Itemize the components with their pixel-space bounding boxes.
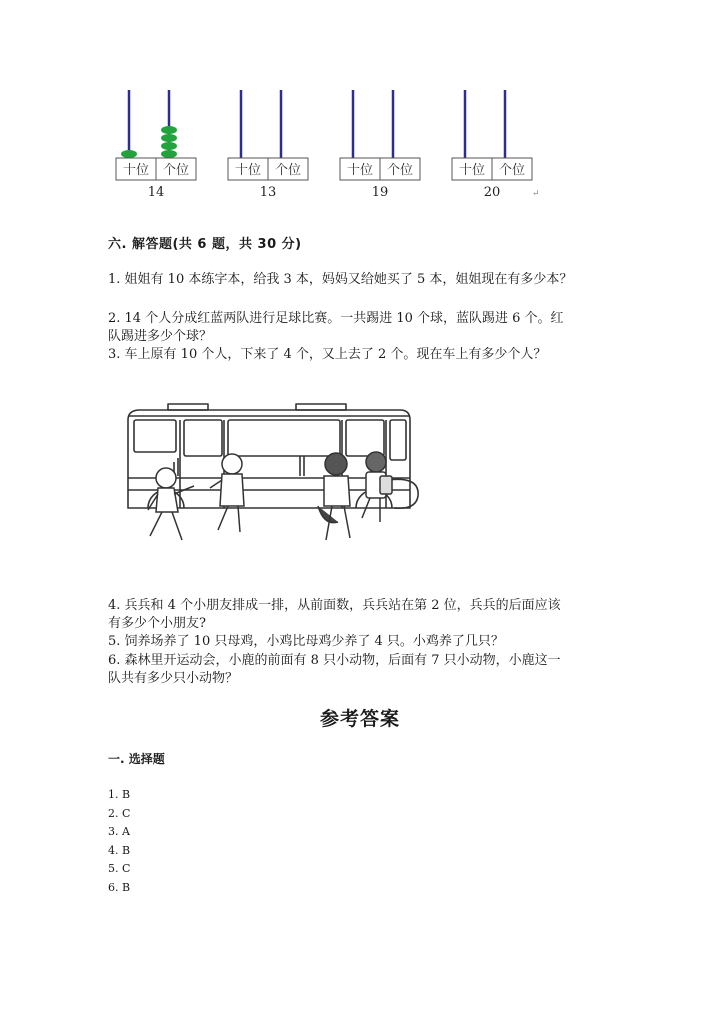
ones-bead	[161, 150, 177, 158]
question-6-line-1: 6. 森林里开运动会，小鹿的前面有 8 只小动物，后面有 7 只小动物，小鹿这一	[108, 653, 561, 668]
bus-roof-light-left	[168, 404, 208, 410]
tens-label: 十位	[346, 163, 374, 178]
answer-section-1-title: 一. 选择题	[108, 752, 165, 766]
return-mark: ↵	[532, 189, 540, 199]
question-4-line-2: 有多少个小朋友?	[108, 616, 206, 631]
ones-label: 个位	[498, 163, 526, 178]
ones-label: 个位	[274, 163, 302, 178]
answer-key-title: 参考答案	[319, 708, 400, 730]
answer-list	[108, 786, 130, 898]
tens-label: 十位	[122, 163, 150, 178]
question-1: 1. 姐姐有 10 本练字本，给我 3 本，妈妈又给她买了 5 本，姐姐现在有多少本？	[108, 272, 573, 287]
tens-bead	[121, 150, 137, 158]
bus-illustration	[118, 390, 428, 560]
answer-item: 2. C	[108, 806, 131, 820]
question-2-line-1: 2. 14 个人分成红蓝两队进行足球比赛。一共踢进 10 个球，蓝队踢进 6 个。红	[108, 311, 564, 326]
tens-label: 十位	[234, 163, 262, 178]
ones-bead	[161, 126, 177, 134]
answer-item: 5. C	[108, 862, 131, 876]
ones-label: 个位	[162, 163, 190, 178]
abacus-number: 13	[259, 185, 277, 200]
ones-bead	[161, 134, 177, 142]
child-3	[318, 453, 350, 540]
abacus-number: 14	[147, 185, 165, 200]
ones-bead	[161, 142, 177, 150]
question-5: 5. 饲养场养了 10 只母鸡，小鸡比母鸡少养了 4 只。小鸡养了几只？	[108, 634, 504, 649]
question-6-line-2: 队共有多少只小动物？	[108, 671, 239, 686]
question-4-line-1: 4. 兵兵和 4 个小朋友排成一排，从前面数，兵兵站在第 2 位，兵兵的后面应该	[108, 598, 561, 613]
answer-item: 4. B	[108, 843, 131, 857]
abacus-number: 19	[371, 185, 389, 200]
bus-roof-light-right	[296, 404, 346, 410]
child-2	[210, 454, 244, 532]
abacus-number: 20	[483, 185, 501, 200]
abacus-figure	[108, 84, 548, 204]
bus-window	[390, 420, 406, 460]
bus-window	[184, 420, 222, 456]
answer-item: 3. A	[108, 825, 130, 839]
question-2-line-2: 队踢进多少个球？	[108, 329, 213, 344]
bus-window	[134, 420, 176, 452]
answer-item: 6. B	[108, 880, 131, 894]
bus-window	[346, 420, 384, 456]
ones-label: 个位	[386, 163, 414, 178]
abacus	[116, 90, 196, 200]
section-6-title: 六. 解答题(共 6 题，共 30 分)	[108, 237, 302, 252]
answer-item: 1. B	[108, 788, 131, 801]
abacus	[228, 90, 308, 200]
abacus	[452, 90, 532, 200]
question-3: 3. 车上原有 10 个人，下来了 4 个，又上去了 2 个。现在车上有多少个人？	[108, 347, 547, 362]
child-4	[362, 452, 392, 522]
tens-label: 十位	[458, 163, 486, 178]
bus-window	[228, 420, 340, 456]
abacus	[340, 90, 420, 200]
